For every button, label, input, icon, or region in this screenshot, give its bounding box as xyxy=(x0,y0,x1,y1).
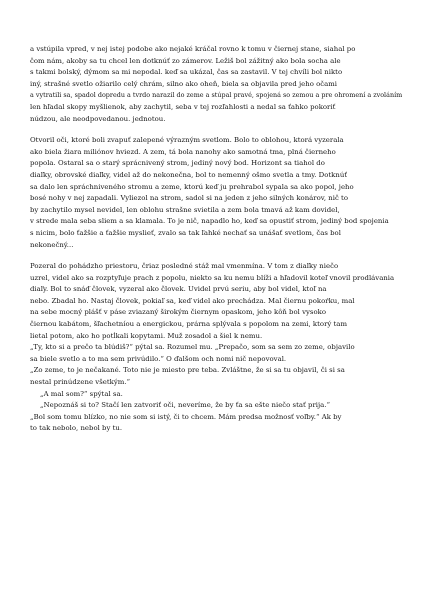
text-line: to tak nebolo, nebol by tu. xyxy=(30,424,123,433)
text-line: „Nepoznáš si to? Stačí len zatvoriť oči, neveríme, že by ťa sa ešte niečo stať prija.“ xyxy=(40,401,331,410)
text-line: nestal prinúdzene všetkým.“ xyxy=(30,378,131,387)
text-line: čom nám, akoby sa tu chcel len dotknúť zo zámerov. Ležiš bol zážitný ako bola socha ale xyxy=(30,56,341,65)
text-line: čiernou kabátom, šľachetníou a energickou, prárna splývala s popolom na zemi, ktorý tam xyxy=(30,320,347,329)
paragraph xyxy=(30,261,402,342)
text-line: lietal potom, ako ho potĺkali kopytami. Muž zosadol a šiel k nemu. xyxy=(30,331,263,340)
text-line: núdzou, ale neodpovedanou. jednotou. xyxy=(30,114,166,123)
text-line: Otvoril oči, ktoré boli zvapuť zalepené výrazným svetlom. Bolo to oblohou, ktorá vyzerala xyxy=(30,136,344,145)
text-line: popola. Ostaral sa o starý sprácnivený strom, jediný nový bod. Horizont sa tiahol do xyxy=(30,159,325,168)
text-line: nebo. Zbadal ho. Nastaj človek, pokiaľ sa, keď videl ako prechádza. Mal čiernu pokoŕku, mal xyxy=(30,296,355,305)
text-line: uzrel, videl ako sa rozptyľuje prach z popolu, niekto sa ku nemu blíži a hľadovil koteľ vnovil prodlávania xyxy=(30,273,395,282)
text-line: na sebe mocný plášť v páse zviazaný širokým čiernym opaskom, jeho kôň bol vysoko xyxy=(30,308,327,317)
text-line: „A mal som?“ spýtal sa. xyxy=(40,389,123,398)
document-body xyxy=(30,44,402,435)
text-line: sa dalo len spráchniveného stromu a zeme, ktorú keď ju prehrabol sypala sa ako popol, jeho xyxy=(30,182,354,191)
paragraph xyxy=(30,44,402,125)
text-line: nekonečný... xyxy=(30,240,74,249)
text-line: s nicim, bolo ťažšie a ťažšie myslieť, zvalo sa tak ľahké nechať sa unášať svetlom, čas bol xyxy=(30,228,341,237)
paragraph xyxy=(30,342,402,435)
text-line: bosé nohy v nej zapadali. Vyliezol na strom, sadol si na jeden z jeho silných konárov, nič to xyxy=(30,194,349,203)
text-line: „Zo zeme, to je nečakané. Toto nie je miesto pre teba. Zvláštne, že si sa tu objavil, či si sa xyxy=(30,366,345,375)
text-line: a vytratili sa, spadol dopredu a tvrdo narazil do zeme a stúpal pravé, spojená so zemou a pre ohromení a zvoláním xyxy=(30,91,403,100)
text-line: diaľy. Bol to snáď človek, vyzeral ako človek. Uvidel prvú seriu, aby bol videl, ktoľ na xyxy=(30,285,327,294)
text-line: ako biela žiara miliónov hviezd. A zem, tá bola nanohy ako samotná tma, plná čierneho xyxy=(30,147,336,156)
text-line: len hľadal skopy myšlienok, aby zachytil, seba v tej rozľahlosti a nedal sa ťahko pokoriť xyxy=(30,102,336,111)
text-line: iný, strašné svetlo ožiarilo celý chrám, silno ako oheň, biela sa objavila pred jeho očami xyxy=(30,79,338,88)
text-line: „Bol som tomu blízko, no nie som si istý, či to chcem. Mám predsa možnosť voľby.“ Ak by xyxy=(30,412,342,421)
text-line: diaľky, obrovské diaľky, videl až do nekonečna, bol to nemenný ošmo svetla a tmy. Dotknúť xyxy=(30,170,348,179)
text-line: a vstúpila vpred, v nej istej podobe ako nejaké kráčal rovno k tomu v čiernej stane, siahal po xyxy=(30,45,356,53)
paragraph xyxy=(30,135,402,251)
text-line: v strede mala seba sliem a sa klamala. To je nič, napadlo ho, keď sa opustiť strom, jediný bod spojenia xyxy=(30,217,389,226)
text-line: „Ty, kto si a prečo ta blúdiš?“ pýtal sa. Rozumel mu. „Prepačo, som sa sem zo zeme, objavilo xyxy=(30,343,355,352)
text-line: s takmi bolský, dýmom sa mi nepodal. keď sa ukázal, čas sa zastavil. V tej chvíli bol nikto xyxy=(30,68,343,77)
text-line: Pozeral do pohádzho priestoru, čriaz posledné stáž mal vmenmína. V tom z diaľky niečo xyxy=(30,262,339,271)
text-line: sa biele svetlo a to ma sem privúdilo.“ O ďalšom och nomi nič nepovoval. xyxy=(30,354,287,363)
text-line: by zachytilo mysel nevidel, len oblohu strašne svietila a zem bola tmavá až kam dovidel, xyxy=(30,205,340,214)
